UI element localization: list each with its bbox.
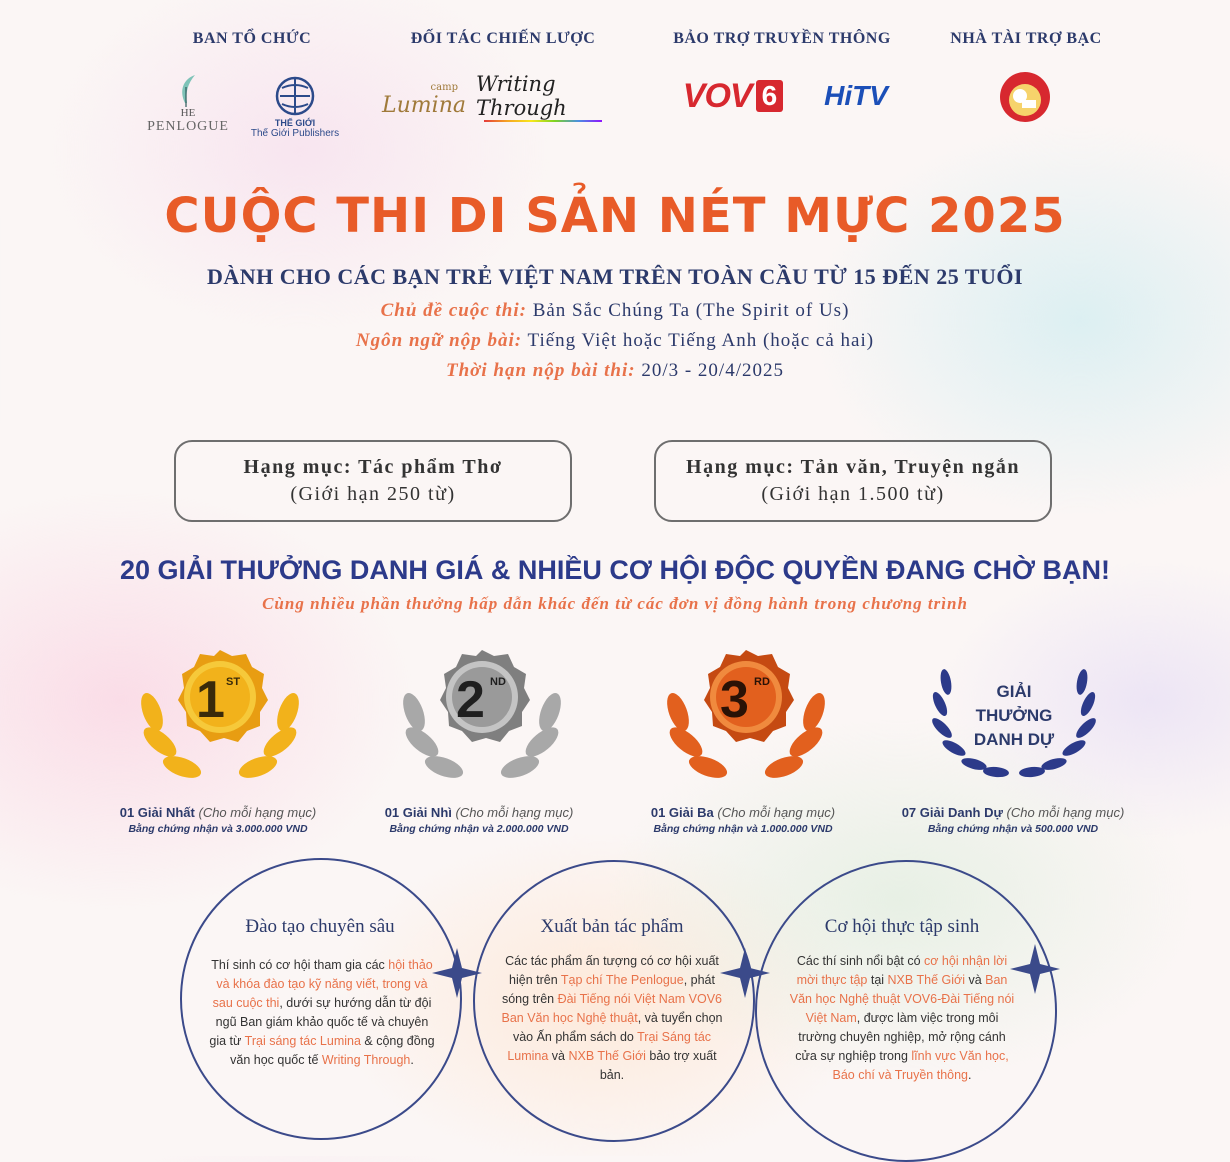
lumina-text: Lumina [382, 93, 466, 118]
award-second [344, 805, 614, 835]
category-poetry-limit: (Giới hạn 250 từ) [290, 483, 456, 505]
writing-through-logo [476, 72, 610, 122]
text-segment: , phát sóng trên [501, 973, 715, 1006]
honorary-award-emblem [924, 642, 1104, 802]
lumina-small: camp [430, 82, 458, 93]
honorary-line2: THƯỞNG [975, 706, 1053, 725]
text-segment: Thí sinh có cơ hội tham gia các [211, 958, 389, 972]
text-highlight: Writing Through [321, 1053, 411, 1067]
text-segment: , dưới sự hướng dẫn từ đội ngũ Ban giám khảo quốc tế và chuyên gia từ [209, 996, 432, 1048]
penlogue-logo [148, 66, 228, 142]
vov-text: VOV [682, 76, 752, 115]
text-segment: và [548, 1049, 569, 1063]
theme-line [0, 300, 1230, 322]
award-first [83, 805, 353, 835]
benefit-internship-text [786, 952, 1018, 1085]
theme-label: Chủ đề cuộc thi: [380, 300, 527, 321]
star-icon [720, 948, 770, 998]
honorary-line1: GIẢI [996, 682, 1032, 701]
award-third-reward: Bằng chứng nhận và 1.000.000 VND [653, 823, 833, 835]
award-first-name: 01 Giải Nhất [119, 805, 195, 820]
hitv-text: HiTV [824, 80, 888, 111]
text-highlight: Ban Văn học Nghệ thuật VOV6-Đài Tiếng nói Việt Nam [789, 973, 1015, 1025]
theme-value: Bản Sắc Chúng Ta (The Spirit of Us) [532, 300, 850, 321]
award-honorary-note: (Cho mỗi hạng mục) [1006, 805, 1125, 820]
hitv-logo [815, 74, 897, 118]
vov-number: 6 [756, 80, 784, 112]
benefit-training-text [208, 956, 436, 1070]
text-highlight: cơ hội nhận lời mời thực tập [796, 954, 1008, 987]
award-second-note: (Cho mỗi hạng mục) [455, 805, 574, 820]
penlogue-text-b: PENLOGUE [147, 119, 229, 134]
award-honorary-reward: Bằng chứng nhận và 500.000 VND [927, 823, 1099, 835]
second-place-medal [392, 642, 572, 802]
text-segment: Các thí sinh nổi bật có [796, 954, 925, 968]
award-second-reward: Bằng chứng nhận và 2.000.000 VND [389, 823, 569, 835]
honorary-line3: DANH DỰ [973, 730, 1055, 749]
third-place-medal [656, 642, 836, 802]
globe-icon [268, 74, 322, 118]
text-highlight: Trại sáng tác Lumina [244, 1034, 361, 1048]
writing-through-text: Writing Through [476, 72, 567, 120]
award-second-name: 01 Giải Nhì [384, 805, 452, 820]
deadline-value: 20/3 - 20/4/2025 [641, 360, 784, 381]
feather-icon [173, 73, 203, 107]
rainbow-bar [484, 120, 602, 122]
category-prose-box [654, 440, 1052, 522]
second-place-suffix: ND [490, 676, 506, 688]
text-highlight: Trại Sáng tác Lumina [507, 1030, 712, 1063]
text-highlight: NXB Thế Giới [887, 973, 965, 987]
star-icon [432, 948, 482, 998]
text-highlight: lĩnh vực Văn học, Báo chí và Truyền thông [832, 1049, 1009, 1082]
sponsor-label: NHÀ TÀI TRỢ BẠC [950, 30, 1102, 47]
text-segment: & cộng đồng văn học quốc tế [230, 1034, 435, 1067]
text-highlight: Tạp chí The Penlogue [560, 973, 684, 987]
award-honorary-name: 07 Giải Danh Dự [901, 805, 1003, 820]
organizer-label: BAN TỔ CHỨC [192, 30, 312, 47]
benefit-publishing-title: Xuất bản tác phẩm [540, 916, 684, 937]
text-segment: , và tuyển chọn vào Ấn phẩm sách do [512, 1011, 723, 1044]
benefit-training-title: Đào tạo chuyên sâu [245, 916, 395, 937]
award-honorary [878, 805, 1148, 835]
text-highlight: NXB Thế Giới [568, 1049, 646, 1063]
language-line [0, 330, 1230, 352]
sponsor-badge-icon [998, 70, 1052, 124]
award-third [608, 805, 878, 835]
thegioi-mark: THẾ GIỚI [274, 117, 316, 128]
prizes-headline: 20 GIẢI THƯỞNG DANH GIÁ & NHIỀU CƠ HỘI ĐỘC QUYỀN ĐANG CHỜ BẠN! [119, 555, 1111, 585]
award-first-reward: Bằng chứng nhận và 3.000.000 VND [128, 823, 308, 835]
thegioi-logo [240, 68, 350, 144]
first-place-number: 1 [196, 671, 225, 729]
contest-subtitle: DÀNH CHO CÁC BẠN TRẺ VIỆT NAM TRÊN TOÀN CẦU TỪ 15 ĐẾN 25 TUỔI [206, 264, 1024, 289]
language-label: Ngôn ngữ nộp bài: [355, 330, 523, 351]
penlogue-text-a: HE [180, 107, 196, 119]
thegioi-name: Thế Giới Publishers [250, 127, 340, 139]
second-place-number: 2 [456, 671, 485, 729]
text-segment: Các tác phẩm ấn tượng có cơ hội xuất hiện trên [505, 954, 719, 987]
benefit-internship-title: Cơ hội thực tập sinh [824, 916, 980, 937]
third-place-number: 3 [720, 671, 749, 729]
deadline-line [0, 360, 1230, 382]
category-prose-limit: (Giới hạn 1.500 từ) [761, 483, 945, 505]
text-segment: , được làm việc trong môi trường chuyên nghiệp, mở rộng cánh cửa sự nghiệp trong [795, 1011, 1006, 1063]
text-highlight: hội thảo và khóa đào tạo kỹ năng viết, trong và sau cuộc thi [212, 958, 433, 1010]
category-poetry-box [174, 440, 572, 522]
first-place-suffix: ST [226, 676, 241, 688]
text-segment: và [964, 973, 986, 987]
award-first-note: (Cho mỗi hạng mục) [198, 805, 317, 820]
award-third-note: (Cho mỗi hạng mục) [717, 805, 836, 820]
text-highlight: Đài Tiếng nói Việt Nam VOV6 Ban Văn học Nghệ thuật [501, 992, 723, 1025]
third-place-suffix: RD [754, 676, 770, 688]
silver-sponsor-logo [998, 70, 1052, 124]
category-prose-title: Hạng mục: Tản văn, Truyện ngắn [686, 456, 1020, 478]
first-place-medal [130, 642, 310, 802]
text-segment: . [968, 1068, 972, 1082]
benefit-publishing-text [500, 952, 724, 1085]
text-segment: bảo trợ xuất bản. [599, 1049, 717, 1082]
media-label: BẢO TRỢ TRUYỀN THÔNG [673, 30, 891, 47]
text-segment: tại [867, 973, 888, 987]
vov6-logo [674, 72, 792, 120]
partner-label: ĐỐI TÁC CHIẾN LƯỢC [410, 30, 596, 47]
text-segment: . [410, 1053, 414, 1067]
contest-title: CUỘC THI DI SẢN NÉT MỰC 2025 [164, 188, 1066, 244]
deadline-label: Thời hạn nộp bài thi: [445, 360, 636, 381]
language-value: Tiếng Việt hoặc Tiếng Anh (hoặc cả hai) [527, 330, 875, 351]
prizes-subheadline: Cùng nhiều phần thưởng hấp dẫn khác đến từ các đơn vị đồng hành trong chương trình [262, 594, 968, 613]
award-third-name: 01 Giải Ba [650, 805, 714, 820]
lumina-logo [384, 70, 464, 130]
category-poetry-title: Hạng mục: Tác phẩm Thơ [243, 456, 503, 478]
